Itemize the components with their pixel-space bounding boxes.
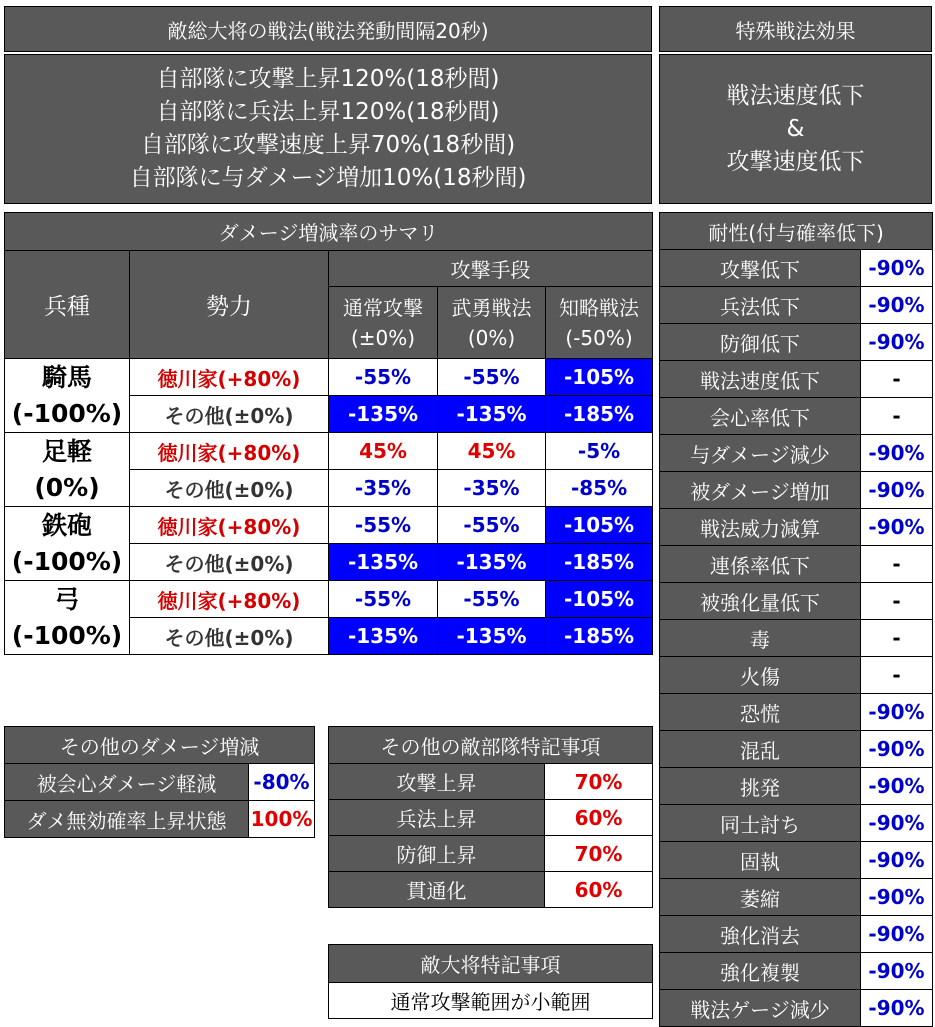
resistance-row: [660, 546, 933, 583]
value-cell: -185%: [546, 396, 653, 433]
attack-strategy-header: [546, 287, 653, 359]
value-cell: -135%: [438, 618, 546, 655]
resistance-label: 毒: [660, 620, 861, 657]
unit-cavalry: [5, 359, 130, 433]
value-cell: -105%: [546, 581, 653, 618]
resistance-value: -: [861, 657, 933, 694]
resistance-label: 同士討ち: [660, 805, 861, 842]
value-cell: -55%: [438, 507, 546, 544]
resistance-row: [660, 324, 933, 361]
value-cell: -135%: [438, 544, 546, 581]
resistance-value: -90%: [861, 953, 933, 990]
unit-mod: (-100%): [11, 620, 123, 650]
resistance-label: 兵法低下: [660, 287, 861, 324]
faction-tokugawa: 徳川家(+80%): [130, 507, 329, 544]
value-cell: -55%: [438, 359, 546, 396]
attack-mod: (0%): [467, 325, 516, 350]
other-damage-label: ダメ無効確率上昇状態: [5, 801, 249, 838]
resistance-label: 会心率低下: [660, 398, 861, 435]
value-cell: -55%: [438, 581, 546, 618]
resistance-row: [660, 842, 933, 879]
tactic-line: 自部隊に兵法上昇120%(18秒間): [156, 99, 500, 125]
resistance-value: -90%: [861, 768, 933, 805]
value-cell: -135%: [329, 544, 438, 581]
enemy-note-value: 70%: [545, 836, 653, 872]
resistance-label: 被ダメージ増加: [660, 472, 861, 509]
other-damage-label: 被会心ダメージ軽減: [5, 764, 249, 801]
value-cell: -185%: [546, 618, 653, 655]
resistance-row: [660, 768, 933, 805]
resistance-row: [660, 509, 933, 546]
col-faction-header: 勢力: [130, 251, 329, 359]
resistance-value: -: [861, 398, 933, 435]
other-damage-value: -80%: [249, 764, 315, 801]
resistance-row: [660, 472, 933, 509]
resistance-value: -90%: [861, 842, 933, 879]
resistance-value: -: [861, 546, 933, 583]
resistance-row: [660, 879, 933, 916]
tactic-line: 自部隊に与ダメージ増加10%(18秒間): [129, 165, 527, 191]
unit-name: 騎馬: [41, 362, 92, 392]
resistance-value: -90%: [861, 250, 933, 287]
resistance-row: [660, 398, 933, 435]
faction-tokugawa: 徳川家(+80%): [130, 581, 329, 618]
resistance-row: [660, 805, 933, 842]
resistance-value: -90%: [861, 990, 933, 1027]
general-notes-text: 通常攻撃範囲が小範囲: [329, 983, 653, 1019]
resistance-label: 連係率低下: [660, 546, 861, 583]
value-cell: -5%: [546, 433, 653, 470]
enemy-note-value: 60%: [545, 872, 653, 908]
resistance-label: 強化消去: [660, 916, 861, 953]
tactic-title-text: 敵総大将の戦法(戦法発動間隔20秒): [167, 18, 489, 43]
unit-mod: (-100%): [11, 398, 123, 428]
resistance-label: 強化複製: [660, 953, 861, 990]
resistance-row: [660, 361, 933, 398]
attack-name: 武勇戦法: [451, 295, 532, 320]
other-damage-value: 100%: [249, 801, 315, 838]
resistance-label: 戦法ゲージ減少: [660, 990, 861, 1027]
enemy-note-value: 60%: [545, 800, 653, 836]
enemy-note-label: 攻撃上昇: [329, 764, 545, 800]
special-description: [659, 54, 932, 204]
resistance-row: [660, 657, 933, 694]
enemy-note-label: 防御上昇: [329, 836, 545, 872]
resistance-label: 被強化量低下: [660, 583, 861, 620]
tactic-line: 自部隊に攻撃速度上昇70%(18秒間): [140, 132, 516, 158]
special-line: &: [786, 115, 805, 142]
resistance-label: 萎縮: [660, 879, 861, 916]
unit-bow: [5, 581, 130, 655]
resistance-value: -90%: [861, 731, 933, 768]
resistance-label: 戦法速度低下: [660, 361, 861, 398]
enemy-notes-title: その他の敵部隊特記事項: [329, 727, 653, 764]
resistance-value: -: [861, 583, 933, 620]
resistance-label: 恐慌: [660, 694, 861, 731]
faction-other: その他(±0%): [130, 618, 329, 655]
resistance-row: [660, 694, 933, 731]
resistance-row: [660, 916, 933, 953]
resistance-row: [660, 435, 933, 472]
faction-tokugawa: 徳川家(+80%): [130, 359, 329, 396]
resistance-value: -90%: [861, 805, 933, 842]
resistance-row: [660, 287, 933, 324]
value-cell: -35%: [329, 470, 438, 507]
value-cell: 45%: [438, 433, 546, 470]
resistance-row: [660, 953, 933, 990]
resistance-label: 防御低下: [660, 324, 861, 361]
other-damage-table: [4, 726, 315, 838]
unit-name: 弓: [54, 584, 80, 614]
value-cell: -135%: [438, 396, 546, 433]
resistance-row: [660, 990, 933, 1027]
col-attack-header: 攻撃手段: [329, 251, 653, 287]
enemy-note-label: 兵法上昇: [329, 800, 545, 836]
col-unit-header: 兵種: [5, 251, 130, 359]
unit-name: 鉄砲: [41, 510, 92, 540]
resistance-title: 耐性(付与確率低下): [660, 213, 933, 250]
special-line: 戦法速度低下: [726, 82, 865, 109]
resistance-label: 攻撃低下: [660, 250, 861, 287]
value-cell: -55%: [329, 359, 438, 396]
special-line: 攻撃速度低下: [726, 148, 865, 175]
summary-title: ダメージ増減率のサマリ: [5, 213, 653, 251]
resistance-label: 混乱: [660, 731, 861, 768]
resistance-row: [660, 250, 933, 287]
resistance-value: -: [861, 361, 933, 398]
value-cell: -35%: [438, 470, 546, 507]
special-title-text: 特殊戦法効果: [735, 18, 856, 43]
resistance-value: -90%: [861, 435, 933, 472]
enemy-note-label: 貫通化: [329, 872, 545, 908]
general-notes-title: 敵大将特記事項: [329, 945, 653, 983]
general-notes-table: [328, 944, 653, 1019]
value-cell: 45%: [329, 433, 438, 470]
faction-other: その他(±0%): [130, 470, 329, 507]
unit-name: 足軽: [41, 436, 92, 466]
resistance-row: [660, 583, 933, 620]
resistance-row: [660, 620, 933, 657]
resistance-value: -90%: [861, 472, 933, 509]
resistance-value: -90%: [861, 916, 933, 953]
resistance-label: 火傷: [660, 657, 861, 694]
resistance-value: -90%: [861, 324, 933, 361]
unit-gun: [5, 507, 130, 581]
attack-mod: (-50%): [565, 325, 633, 350]
damage-summary-table: [4, 212, 653, 655]
unit-mod: (0%): [34, 472, 100, 502]
faction-tokugawa: 徳川家(+80%): [130, 433, 329, 470]
faction-other: その他(±0%): [130, 396, 329, 433]
resistance-label: 挑発: [660, 768, 861, 805]
resistance-label: 固執: [660, 842, 861, 879]
resistance-value: -90%: [861, 287, 933, 324]
tactic-title: [4, 6, 652, 52]
resistance-row: [660, 731, 933, 768]
resistance-label: 与ダメージ減少: [660, 435, 861, 472]
value-cell: -55%: [329, 507, 438, 544]
resistance-value: -90%: [861, 509, 933, 546]
enemy-note-value: 70%: [545, 764, 653, 800]
value-cell: -85%: [546, 470, 653, 507]
value-cell: -135%: [329, 618, 438, 655]
value-cell: -105%: [546, 359, 653, 396]
value-cell: -185%: [546, 544, 653, 581]
resistance-value: -90%: [861, 694, 933, 731]
attack-name: 通常攻撃: [343, 295, 423, 320]
attack-name: 知略戦法: [559, 295, 640, 320]
value-cell: -135%: [329, 396, 438, 433]
other-damage-title: その他のダメージ増減: [5, 727, 315, 764]
special-title: [659, 6, 932, 52]
attack-valor-header: [438, 287, 546, 359]
unit-mod: (-100%): [11, 546, 123, 576]
attack-normal-header: [329, 287, 438, 359]
resistance-table: [659, 212, 933, 1027]
value-cell: -55%: [329, 581, 438, 618]
resistance-value: -: [861, 620, 933, 657]
enemy-notes-table: [328, 726, 653, 908]
tactic-line: 自部隊に攻撃上昇120%(18秒間): [156, 66, 500, 92]
attack-mod: (±0%): [350, 325, 416, 350]
faction-other: その他(±0%): [130, 544, 329, 581]
resistance-label: 戦法威力減算: [660, 509, 861, 546]
value-cell: -105%: [546, 507, 653, 544]
tactic-description: [4, 54, 652, 204]
unit-infantry: [5, 433, 130, 507]
resistance-value: -90%: [861, 879, 933, 916]
